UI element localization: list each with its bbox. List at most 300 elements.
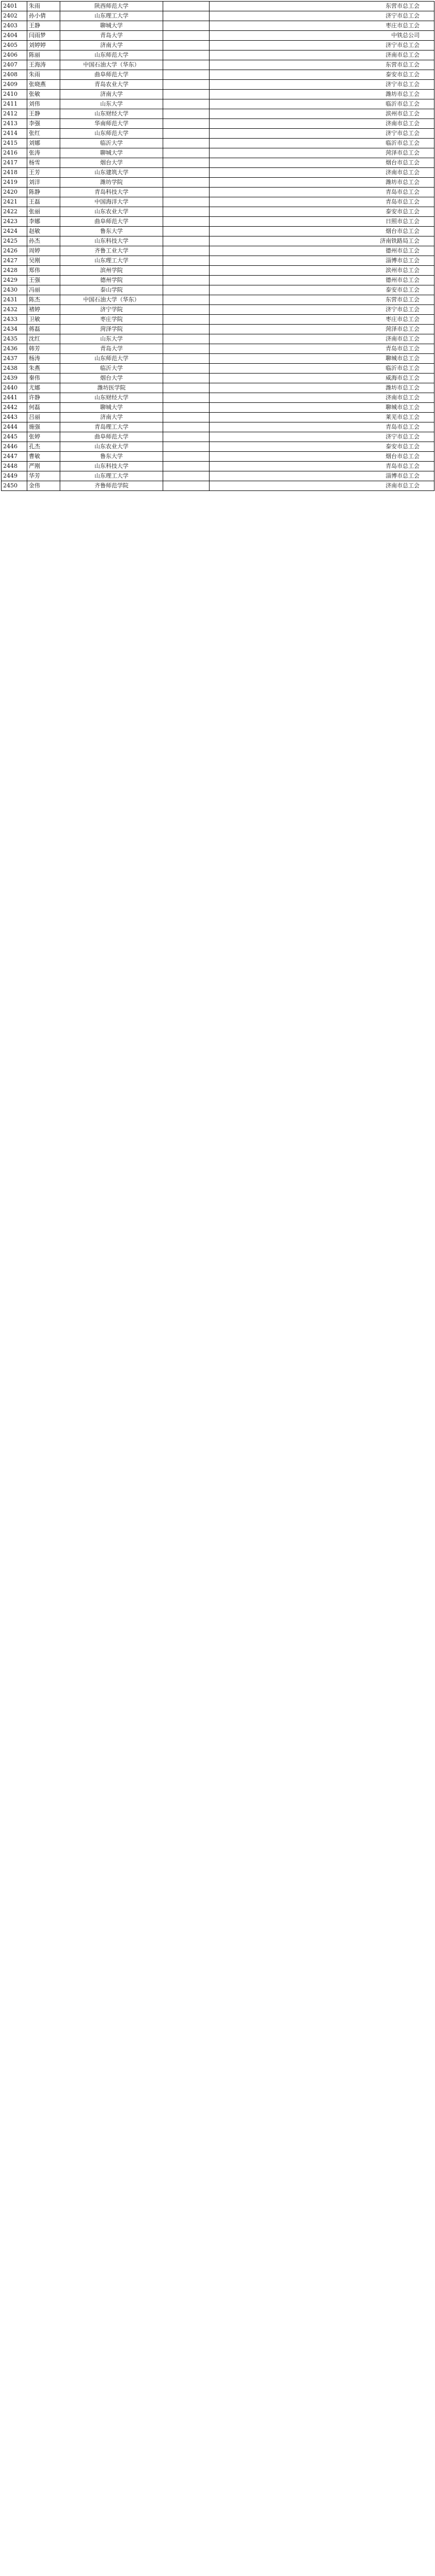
- major-name-cell: [163, 31, 210, 41]
- school-name-cell: 曲阜师范大学: [60, 217, 163, 227]
- table-row: [2, 188, 434, 197]
- major-name-cell: [163, 109, 210, 119]
- school-name-cell: 青岛大学: [60, 31, 163, 41]
- table-row: [2, 325, 434, 334]
- school-name-cell: 济南大学: [60, 41, 163, 50]
- school-name-cell: 山东师范大学: [60, 354, 163, 364]
- person-name-cell: 陈丽: [27, 50, 60, 60]
- table-row: [2, 422, 434, 432]
- person-name-cell: 郑伟: [27, 266, 60, 276]
- person-name-cell: 许静: [27, 393, 60, 403]
- row-number-cell: 2433: [2, 315, 27, 325]
- assigned-unit-cell: 临沂市总工会: [210, 364, 434, 374]
- assigned-unit-cell: 威海市总工会: [210, 374, 434, 383]
- table-row: [2, 471, 434, 481]
- major-name-cell: [163, 442, 210, 452]
- person-name-cell: 沈红: [27, 334, 60, 344]
- major-name-cell: [163, 471, 210, 481]
- school-name-cell: 曲阜师范大学: [60, 70, 163, 80]
- school-name-cell: 济宁学院: [60, 305, 163, 315]
- table-row: [2, 354, 434, 364]
- school-name-cell: 曲阜师范大学: [60, 432, 163, 442]
- school-name-cell: 聊城大学: [60, 403, 163, 413]
- school-name-cell: 青岛农业大学: [60, 80, 163, 90]
- table-row: [2, 2, 434, 11]
- school-name-cell: 泰山学院: [60, 285, 163, 295]
- row-number-cell: 2401: [2, 2, 27, 11]
- assigned-unit-cell: 济宁市总工会: [210, 11, 434, 21]
- assigned-unit-cell: 临沂市总工会: [210, 99, 434, 109]
- assigned-unit-cell: 泰安市总工会: [210, 207, 434, 217]
- school-name-cell: 济南大学: [60, 413, 163, 422]
- major-name-cell: [163, 90, 210, 99]
- person-name-cell: 李娜: [27, 217, 60, 227]
- school-name-cell: 青岛理工大学: [60, 422, 163, 432]
- school-name-cell: 山东师范大学: [60, 129, 163, 139]
- major-name-cell: [163, 129, 210, 139]
- assigned-unit-cell: 泰安市总工会: [210, 442, 434, 452]
- row-number-cell: 2416: [2, 148, 27, 158]
- assigned-unit-cell: 德州市总工会: [210, 246, 434, 256]
- major-name-cell: [163, 168, 210, 178]
- person-name-cell: 朱雨: [27, 70, 60, 80]
- assigned-unit-cell: 中铁总公司: [210, 31, 434, 41]
- person-name-cell: 王静: [27, 21, 60, 31]
- assigned-unit-cell: 临沂市总工会: [210, 139, 434, 148]
- table-row: [2, 227, 434, 236]
- school-name-cell: 临沂大学: [60, 364, 163, 374]
- major-name-cell: [163, 276, 210, 285]
- table-row: [2, 295, 434, 305]
- assigned-unit-cell: 潍坊市总工会: [210, 383, 434, 393]
- major-name-cell: [163, 393, 210, 403]
- assigned-unit-cell: 青岛市总工会: [210, 462, 434, 471]
- row-number-cell: 2444: [2, 422, 27, 432]
- major-name-cell: [163, 383, 210, 393]
- school-name-cell: 潍坊医学院: [60, 383, 163, 393]
- school-name-cell: 山东大学: [60, 334, 163, 344]
- assigned-unit-cell: 日照市总工会: [210, 217, 434, 227]
- person-name-cell: 何磊: [27, 403, 60, 413]
- assigned-unit-cell: 济宁市总工会: [210, 305, 434, 315]
- assigned-unit-cell: 淄博市总工会: [210, 471, 434, 481]
- person-name-cell: 刘洋: [27, 178, 60, 188]
- person-name-cell: 孙小倩: [27, 11, 60, 21]
- row-number-cell: 2425: [2, 236, 27, 246]
- assigned-unit-cell: 莱芜市总工会: [210, 413, 434, 422]
- major-name-cell: [163, 344, 210, 354]
- assigned-unit-cell: 东营市总工会: [210, 2, 434, 11]
- table-row: [2, 129, 434, 139]
- table-row: [2, 236, 434, 246]
- school-name-cell: 青岛大学: [60, 344, 163, 354]
- table-row: [2, 99, 434, 109]
- table-row: [2, 481, 434, 491]
- row-number-cell: 2445: [2, 432, 27, 442]
- school-name-cell: 陕西师范大学: [60, 2, 163, 11]
- assigned-unit-cell: 枣庄市总工会: [210, 21, 434, 31]
- table-row: [2, 109, 434, 119]
- assigned-unit-cell: 济南市总工会: [210, 119, 434, 129]
- school-name-cell: 济南大学: [60, 90, 163, 99]
- school-name-cell: 山东理工大学: [60, 256, 163, 266]
- assigned-unit-cell: 淄博市总工会: [210, 256, 434, 266]
- roster-table: [1, 1, 434, 491]
- person-name-cell: 杨雪: [27, 158, 60, 168]
- major-name-cell: [163, 325, 210, 334]
- school-name-cell: 中国石油大学（华东）: [60, 60, 163, 70]
- table-row: [2, 393, 434, 403]
- school-name-cell: 聊城大学: [60, 21, 163, 31]
- school-name-cell: 青岛科技大学: [60, 188, 163, 197]
- person-name-cell: 吴刚: [27, 256, 60, 266]
- major-name-cell: [163, 80, 210, 90]
- school-name-cell: 潍坊学院: [60, 178, 163, 188]
- major-name-cell: [163, 295, 210, 305]
- person-name-cell: 严刚: [27, 462, 60, 471]
- person-name-cell: 韩芳: [27, 344, 60, 354]
- person-name-cell: 张晓燕: [27, 80, 60, 90]
- row-number-cell: 2424: [2, 227, 27, 236]
- major-name-cell: [163, 364, 210, 374]
- roster-table-body: [2, 2, 434, 491]
- school-name-cell: 华南师范大学: [60, 119, 163, 129]
- row-number-cell: 2412: [2, 109, 27, 119]
- major-name-cell: [163, 432, 210, 442]
- school-name-cell: 山东理工大学: [60, 11, 163, 21]
- school-name-cell: 滨州学院: [60, 266, 163, 276]
- major-name-cell: [163, 2, 210, 11]
- assigned-unit-cell: 滨州市总工会: [210, 266, 434, 276]
- assigned-unit-cell: 菏泽市总工会: [210, 148, 434, 158]
- major-name-cell: [163, 236, 210, 246]
- assigned-unit-cell: 济南市总工会: [210, 481, 434, 491]
- row-number-cell: 2450: [2, 481, 27, 491]
- person-name-cell: 张红: [27, 129, 60, 139]
- person-name-cell: 秦伟: [27, 374, 60, 383]
- major-name-cell: [163, 334, 210, 344]
- table-row: [2, 119, 434, 129]
- major-name-cell: [163, 462, 210, 471]
- person-name-cell: 张敏: [27, 90, 60, 99]
- person-name-cell: 曹敏: [27, 452, 60, 462]
- row-number-cell: 2411: [2, 99, 27, 109]
- assigned-unit-cell: 泰安市总工会: [210, 70, 434, 80]
- assigned-unit-cell: 济宁市总工会: [210, 80, 434, 90]
- major-name-cell: [163, 50, 210, 60]
- person-name-cell: 李强: [27, 119, 60, 129]
- row-number-cell: 2404: [2, 31, 27, 41]
- major-name-cell: [163, 21, 210, 31]
- row-number-cell: 2420: [2, 188, 27, 197]
- row-number-cell: 2405: [2, 41, 27, 50]
- row-number-cell: 2443: [2, 413, 27, 422]
- major-name-cell: [163, 452, 210, 462]
- person-name-cell: 施强: [27, 422, 60, 432]
- major-name-cell: [163, 99, 210, 109]
- person-name-cell: 卫敏: [27, 315, 60, 325]
- major-name-cell: [163, 207, 210, 217]
- row-number-cell: 2419: [2, 178, 27, 188]
- table-row: [2, 344, 434, 354]
- major-name-cell: [163, 285, 210, 295]
- row-number-cell: 2403: [2, 21, 27, 31]
- major-name-cell: [163, 413, 210, 422]
- assigned-unit-cell: 济宁市总工会: [210, 41, 434, 50]
- person-name-cell: 周婷: [27, 246, 60, 256]
- table-row: [2, 217, 434, 227]
- major-name-cell: [163, 60, 210, 70]
- school-name-cell: 山东农业大学: [60, 442, 163, 452]
- row-number-cell: 2406: [2, 50, 27, 60]
- table-row: [2, 207, 434, 217]
- row-number-cell: 2417: [2, 158, 27, 168]
- row-number-cell: 2415: [2, 139, 27, 148]
- school-name-cell: 德州学院: [60, 276, 163, 285]
- person-name-cell: 金伟: [27, 481, 60, 491]
- person-name-cell: 陈静: [27, 188, 60, 197]
- school-name-cell: 聊城大学: [60, 148, 163, 158]
- row-number-cell: 2408: [2, 70, 27, 80]
- row-number-cell: 2423: [2, 217, 27, 227]
- table-row: [2, 31, 434, 41]
- school-name-cell: 山东科技大学: [60, 236, 163, 246]
- table-row: [2, 50, 434, 60]
- major-name-cell: [163, 41, 210, 50]
- row-number-cell: 2421: [2, 197, 27, 207]
- person-name-cell: 杨涛: [27, 354, 60, 364]
- table-row: [2, 442, 434, 452]
- table-row: [2, 21, 434, 31]
- assigned-unit-cell: 东营市总工会: [210, 295, 434, 305]
- assigned-unit-cell: 青岛市总工会: [210, 344, 434, 354]
- table-row: [2, 168, 434, 178]
- person-name-cell: 华芳: [27, 471, 60, 481]
- school-name-cell: 烟台大学: [60, 374, 163, 383]
- table-row: [2, 432, 434, 442]
- school-name-cell: 枣庄学院: [60, 315, 163, 325]
- row-number-cell: 2446: [2, 442, 27, 452]
- school-name-cell: 菏泽学院: [60, 325, 163, 334]
- row-number-cell: 2448: [2, 462, 27, 471]
- person-name-cell: 王磊: [27, 197, 60, 207]
- person-name-cell: 冯丽: [27, 285, 60, 295]
- school-name-cell: 鲁东大学: [60, 227, 163, 236]
- school-name-cell: 山东建筑大学: [60, 168, 163, 178]
- row-number-cell: 2413: [2, 119, 27, 129]
- major-name-cell: [163, 217, 210, 227]
- person-name-cell: 刘伟: [27, 99, 60, 109]
- row-number-cell: 2410: [2, 90, 27, 99]
- major-name-cell: [163, 374, 210, 383]
- table-row: [2, 276, 434, 285]
- row-number-cell: 2440: [2, 383, 27, 393]
- person-name-cell: 朱燕: [27, 364, 60, 374]
- assigned-unit-cell: 潍坊市总工会: [210, 178, 434, 188]
- row-number-cell: 2449: [2, 471, 27, 481]
- person-name-cell: 王海涛: [27, 60, 60, 70]
- row-number-cell: 2431: [2, 295, 27, 305]
- row-number-cell: 2438: [2, 364, 27, 374]
- person-name-cell: 刘娜: [27, 139, 60, 148]
- assigned-unit-cell: 青岛市总工会: [210, 422, 434, 432]
- person-name-cell: 孙杰: [27, 236, 60, 246]
- row-number-cell: 2427: [2, 256, 27, 266]
- school-name-cell: 山东大学: [60, 99, 163, 109]
- school-name-cell: 山东财经大学: [60, 393, 163, 403]
- school-name-cell: 临沂大学: [60, 139, 163, 148]
- row-number-cell: 2428: [2, 266, 27, 276]
- person-name-cell: 朱雨: [27, 2, 60, 11]
- person-name-cell: 张丽: [27, 207, 60, 217]
- row-number-cell: 2441: [2, 393, 27, 403]
- major-name-cell: [163, 256, 210, 266]
- table-row: [2, 139, 434, 148]
- assigned-unit-cell: 聊城市总工会: [210, 403, 434, 413]
- person-name-cell: 尤娜: [27, 383, 60, 393]
- major-name-cell: [163, 246, 210, 256]
- row-number-cell: 2426: [2, 246, 27, 256]
- major-name-cell: [163, 227, 210, 236]
- assigned-unit-cell: 济南铁路局工会: [210, 236, 434, 246]
- major-name-cell: [163, 178, 210, 188]
- roster-sheet: [1, 1, 434, 491]
- table-row: [2, 41, 434, 50]
- assigned-unit-cell: 烟台市总工会: [210, 158, 434, 168]
- table-row: [2, 383, 434, 393]
- assigned-unit-cell: 烟台市总工会: [210, 452, 434, 462]
- assigned-unit-cell: 枣庄市总工会: [210, 315, 434, 325]
- major-name-cell: [163, 305, 210, 315]
- table-row: [2, 305, 434, 315]
- person-name-cell: 褚婷: [27, 305, 60, 315]
- school-name-cell: 中国海洋大学: [60, 197, 163, 207]
- school-name-cell: 山东财经大学: [60, 109, 163, 119]
- row-number-cell: 2439: [2, 374, 27, 383]
- row-number-cell: 2418: [2, 168, 27, 178]
- major-name-cell: [163, 119, 210, 129]
- assigned-unit-cell: 德州市总工会: [210, 276, 434, 285]
- table-row: [2, 178, 434, 188]
- person-name-cell: 吕丽: [27, 413, 60, 422]
- school-name-cell: 鲁东大学: [60, 452, 163, 462]
- table-row: [2, 90, 434, 99]
- table-row: [2, 80, 434, 90]
- table-row: [2, 285, 434, 295]
- person-name-cell: 张涛: [27, 148, 60, 158]
- table-row: [2, 462, 434, 471]
- major-name-cell: [163, 315, 210, 325]
- table-row: [2, 315, 434, 325]
- major-name-cell: [163, 266, 210, 276]
- table-row: [2, 364, 434, 374]
- person-name-cell: 王强: [27, 276, 60, 285]
- major-name-cell: [163, 354, 210, 364]
- row-number-cell: 2402: [2, 11, 27, 21]
- assigned-unit-cell: 潍坊市总工会: [210, 90, 434, 99]
- school-name-cell: 烟台大学: [60, 158, 163, 168]
- assigned-unit-cell: 青岛市总工会: [210, 188, 434, 197]
- school-name-cell: 山东师范大学: [60, 50, 163, 60]
- person-name-cell: 蒋磊: [27, 325, 60, 334]
- major-name-cell: [163, 197, 210, 207]
- assigned-unit-cell: 青岛市总工会: [210, 197, 434, 207]
- table-row: [2, 11, 434, 21]
- row-number-cell: 2442: [2, 403, 27, 413]
- row-number-cell: 2432: [2, 305, 27, 315]
- assigned-unit-cell: 济南市总工会: [210, 393, 434, 403]
- school-name-cell: 山东科技大学: [60, 462, 163, 471]
- table-row: [2, 60, 434, 70]
- school-name-cell: 山东农业大学: [60, 207, 163, 217]
- table-row: [2, 246, 434, 256]
- major-name-cell: [163, 148, 210, 158]
- table-row: [2, 374, 434, 383]
- major-name-cell: [163, 158, 210, 168]
- assigned-unit-cell: 滨州市总工会: [210, 109, 434, 119]
- row-number-cell: 2447: [2, 452, 27, 462]
- assigned-unit-cell: 济南市总工会: [210, 334, 434, 344]
- table-row: [2, 70, 434, 80]
- person-name-cell: 刘婷婷: [27, 41, 60, 50]
- school-name-cell: 中国石油大学（华东）: [60, 295, 163, 305]
- person-name-cell: 闫雨梦: [27, 31, 60, 41]
- person-name-cell: 孔杰: [27, 442, 60, 452]
- row-number-cell: 2435: [2, 334, 27, 344]
- major-name-cell: [163, 139, 210, 148]
- table-row: [2, 266, 434, 276]
- row-number-cell: 2436: [2, 344, 27, 354]
- person-name-cell: 赵敏: [27, 227, 60, 236]
- person-name-cell: 王静: [27, 109, 60, 119]
- row-number-cell: 2414: [2, 129, 27, 139]
- school-name-cell: 齐鲁工业大学: [60, 246, 163, 256]
- person-name-cell: 张婷: [27, 432, 60, 442]
- assigned-unit-cell: 济宁市总工会: [210, 129, 434, 139]
- assigned-unit-cell: 菏泽市总工会: [210, 325, 434, 334]
- assigned-unit-cell: 泰安市总工会: [210, 285, 434, 295]
- row-number-cell: 2434: [2, 325, 27, 334]
- row-number-cell: 2429: [2, 276, 27, 285]
- major-name-cell: [163, 481, 210, 491]
- row-number-cell: 2409: [2, 80, 27, 90]
- assigned-unit-cell: 聊城市总工会: [210, 354, 434, 364]
- person-name-cell: 陈杰: [27, 295, 60, 305]
- assigned-unit-cell: 烟台市总工会: [210, 227, 434, 236]
- assigned-unit-cell: 济南市总工会: [210, 50, 434, 60]
- assigned-unit-cell: 东营市总工会: [210, 60, 434, 70]
- school-name-cell: 山东理工大学: [60, 471, 163, 481]
- major-name-cell: [163, 188, 210, 197]
- major-name-cell: [163, 11, 210, 21]
- major-name-cell: [163, 70, 210, 80]
- school-name-cell: 齐鲁师范学院: [60, 481, 163, 491]
- table-row: [2, 256, 434, 266]
- row-number-cell: 2422: [2, 207, 27, 217]
- table-row: [2, 452, 434, 462]
- table-row: [2, 158, 434, 168]
- table-row: [2, 334, 434, 344]
- table-row: [2, 148, 434, 158]
- major-name-cell: [163, 403, 210, 413]
- row-number-cell: 2407: [2, 60, 27, 70]
- table-row: [2, 197, 434, 207]
- table-row: [2, 403, 434, 413]
- major-name-cell: [163, 422, 210, 432]
- row-number-cell: 2437: [2, 354, 27, 364]
- row-number-cell: 2430: [2, 285, 27, 295]
- table-row: [2, 413, 434, 422]
